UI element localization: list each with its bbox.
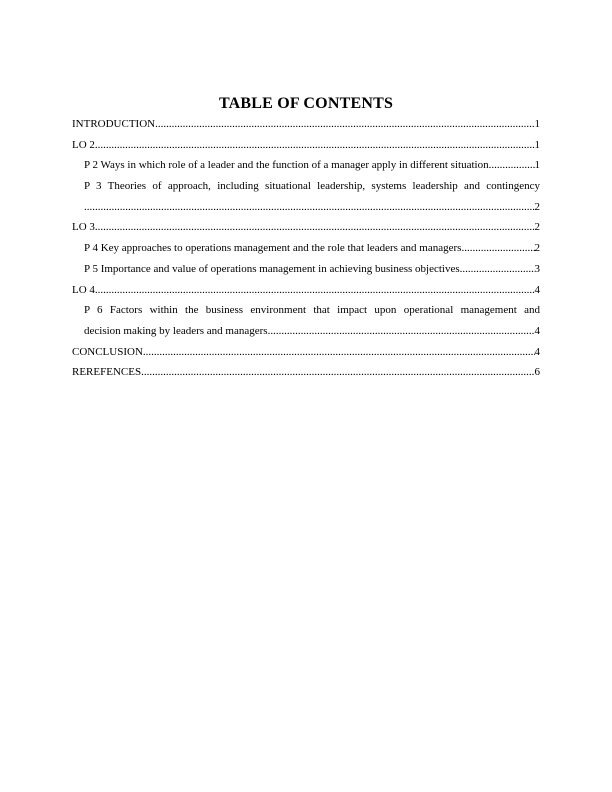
dot-leader (95, 217, 535, 238)
toc-entry-label: P 5 Importance and value of operations management in achieving business objectives (84, 262, 460, 275)
dot-leader (155, 114, 534, 135)
toc-entry-label: CONCLUSION (72, 345, 143, 358)
toc-entry-label: P 6 Factors within the business environment that impact upon operational management and (84, 304, 540, 317)
dot-leader (461, 238, 534, 259)
toc-page-number: 4 (534, 345, 540, 358)
toc-page-number: 6 (534, 366, 540, 379)
dot-leader (95, 135, 535, 156)
dot-leader (141, 362, 534, 383)
toc-entry-lo2[interactable] (72, 135, 540, 156)
toc-entry-p4[interactable] (84, 238, 540, 259)
toc-entry-p3-line2[interactable] (84, 197, 540, 218)
toc-page-number: 2 (534, 221, 540, 234)
dot-leader (460, 259, 535, 280)
toc-page-number: 4 (534, 283, 540, 296)
toc-entry-label-continued: decision making by leaders and managers (84, 324, 268, 337)
toc-entry-label: P 2 Ways in which role of a leader and the function of a manager apply in different situation. (84, 159, 492, 172)
toc-entry-references[interactable] (72, 362, 540, 383)
toc-list (72, 114, 540, 383)
toc-entry-label: P 4 Key approaches to operations management and the role that leaders and managers (84, 242, 462, 255)
toc-entry-p6-line2[interactable] (84, 321, 540, 342)
toc-page-number: 1 (534, 138, 540, 151)
dot-leader (491, 155, 534, 176)
toc-entry-conclusion[interactable] (72, 342, 540, 363)
toc-page-number: 1 (534, 118, 540, 130)
dot-leader (268, 321, 535, 342)
toc-title: TABLE OF CONTENTS (218, 95, 394, 112)
toc-page-number: 1 (534, 159, 540, 172)
toc-entry-label: LO 3 (72, 221, 95, 234)
toc-entry-label: REREFENCES (72, 366, 142, 379)
toc-page-number: 2 (534, 242, 540, 255)
dot-leader (143, 342, 535, 363)
dot-leader (95, 280, 535, 301)
toc-entry-p5[interactable] (84, 259, 540, 280)
toc-entry-lo4[interactable] (72, 280, 540, 301)
toc-entry-introduction[interactable] (72, 114, 540, 135)
toc-entry-p6-line1[interactable] (84, 300, 540, 321)
toc-entry-label: P 3 Theories of approach, including situational leadership, systems leadership and contingency (84, 180, 540, 193)
toc-page-number: 3 (534, 262, 540, 275)
toc-entry-p3-line1[interactable] (84, 176, 540, 197)
toc-entry-label: LO 4 (72, 283, 95, 296)
toc-entry-lo3[interactable] (72, 217, 540, 238)
toc-page-number: 2 (534, 200, 540, 213)
dot-leader (84, 197, 535, 218)
toc-entry-label: INTRODUCTION (72, 118, 156, 130)
toc-entry-p2[interactable] (84, 155, 540, 176)
toc-entry-label: LO 2 (72, 138, 95, 151)
toc-page-number: 4 (534, 324, 540, 337)
